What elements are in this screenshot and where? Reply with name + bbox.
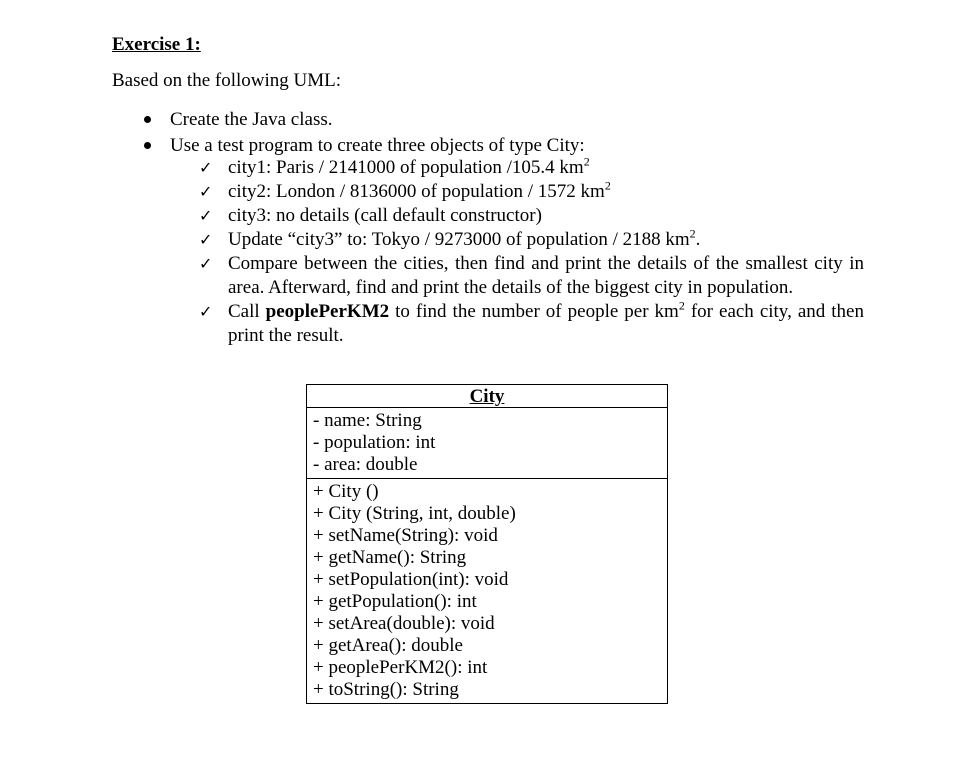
checkmark-icon: ✓ (199, 158, 213, 177)
uml-method: + setPopulation(int): void (313, 569, 509, 590)
uml-method: + City (String, int, double) (313, 503, 516, 524)
uml-method: + City () (313, 481, 379, 502)
intro-text: Based on the following UML: (112, 70, 342, 91)
check-text: city2: London / 8136000 of population / 1572 $km^2$ (228, 178, 611, 202)
check-text: city1: Paris / 2141000 of population /105.4 $km^2$ (228, 154, 590, 178)
checkmark-icon: ✓ (199, 254, 213, 273)
bullet-text: Create the Java class. (170, 109, 333, 130)
bullet-dot-icon (144, 116, 151, 123)
check-text: city3: no details (call default constructor) (228, 205, 542, 226)
uml-attribute: - population: int (313, 432, 436, 453)
bullet-text: Use a test program to create three objects of type City: (170, 135, 585, 156)
uml-method: + getName(): String (313, 547, 467, 568)
bullet-dot-icon (144, 142, 151, 149)
uml-method: + getPopulation(): int (313, 591, 477, 612)
check-text: Compare between the cities, then find and print the details of the smallest city in area. Afterward, find and print the details of the biggest city in population. (228, 253, 864, 298)
exercise-title: Exercise 1: (112, 34, 201, 55)
uml-class-name: City (307, 385, 667, 408)
uml-method: + getArea(): double (313, 635, 463, 656)
checkmark-icon: ✓ (199, 206, 213, 225)
uml-methods (307, 479, 667, 703)
checkmark-icon: ✓ (199, 182, 213, 201)
uml-class-diagram (306, 384, 668, 704)
uml-method: + setArea(double): void (313, 613, 495, 634)
checkmark-icon: ✓ (199, 230, 213, 249)
uml-attribute: - area: double (313, 454, 418, 475)
uml-method: + peoplePerKM2(): int (313, 657, 488, 678)
checkmark-icon: ✓ (199, 302, 213, 321)
uml-method: + toString(): String (313, 679, 459, 700)
uml-attributes (307, 408, 667, 479)
uml-attribute: - name: String (313, 410, 422, 431)
check-text: Update “city3” to: Tokyo / 9273000 of population / 2188 $km^2$. (228, 226, 701, 250)
check-text: Call peoplePerKM2 to find the number of people per $km^2$ for each city, and then print the result. (228, 298, 864, 346)
uml-method: + setName(String): void (313, 525, 498, 546)
